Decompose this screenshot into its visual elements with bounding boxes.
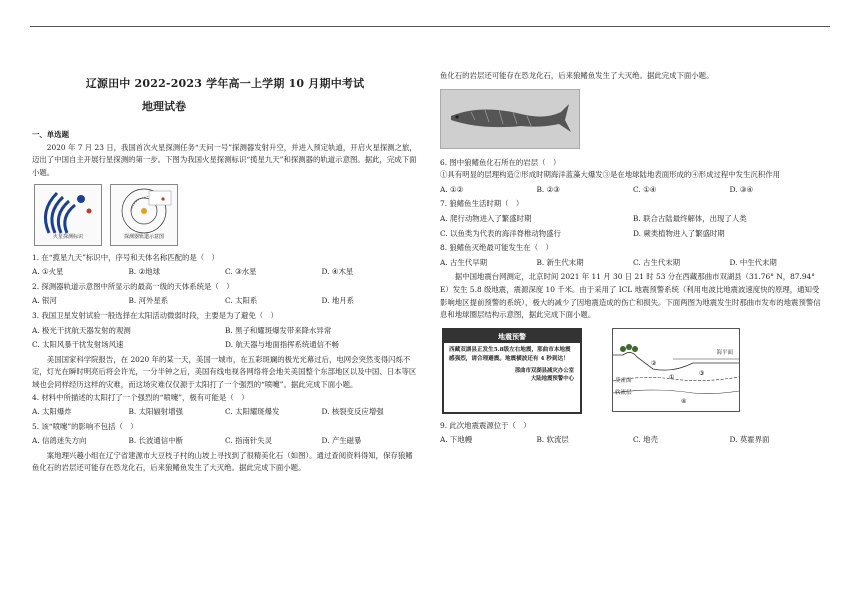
option: C. ①④ [633,184,657,194]
option: C. ③水星 [225,267,257,277]
option: B. ②地球 [128,267,161,277]
orbit-diagram-icon [111,185,177,237]
option: B. 新生代末期 [536,257,584,267]
option: A. 下地幔 [440,435,473,445]
option: C. 古生代末期 [633,257,681,267]
passage-3: 案地理兴趣小组在辽宁省建源市大豆枝子村的山坡上寻找到了很精美化石（如图）。通过查阅资料得知，保存狼鳍鱼化石的岩层还可能存在恐龙化石，后来狼鳍鱼发生了大灭绝。据此完成下面小题。 [32,450,413,473]
right-column [440,70,826,449]
q7-options-cd [440,228,826,241]
mars-logo-caption: 火星探测标识 [52,233,83,240]
option: D. 地月系 [321,296,355,306]
mars-logo-icon [35,185,101,237]
q3-options-cd [32,339,418,352]
q1-stem: 1. 在“揽星九天”标识中，序号和天体名称匹配的是（ ） [32,252,219,262]
alert-footer-office: 那曲市双湖县减灾办公室 [514,367,574,374]
passage-4: 据中国地震台网测定，北京时间 2021 年 11 月 30 日 21 时 53 分在西藏那曲市双湖县（31.76° N，87.94° E）发生 5.8 级地震，震源深度 10 千米。由于采用了 ICL 地震预警系统（利用电波比地震波速度快的原理，通知受影响地区提前预警的系统），极大的减少了因地震造成的伤亡和损失。下面两图为地震发生时那曲市发布的地震预警信息和地球圈层结构示意图，据此完成下面小题。 [440,272,821,320]
q5-options [32,435,418,448]
figure-1 [34,184,418,246]
passage-3-continued: 鱼化石的岩层还可能存在恐龙化石，后来狼鳍鱼发生了大灭绝。据此完成下面小题。 [440,71,714,80]
q3-stem: 3. 我国卫星发射试验一般选择在太阳活动微弱时段，主要是为了避免（ ） [32,310,278,320]
option: A. 爬行动物进入了繁盛时期 [440,213,532,223]
mars-logo-figure [34,184,102,246]
option: B. 软流层 [536,435,569,445]
svg-text:③: ③ [699,369,705,377]
orbit-figure [110,184,178,246]
option: C. 太阳风暴干扰发射场风速 [32,340,124,350]
svg-text:④: ④ [681,397,687,405]
option: A. 古生代早期 [440,257,487,267]
option: C. 以鱼类为代表的海洋脊椎动物盛行 [440,228,561,238]
option: B. 太阳辐射增强 [128,407,183,417]
q2-stem: 2. 探测器轨道示意图中所显示的最高一级的天体系统是（ ） [32,281,234,291]
q2-options [32,295,418,308]
q4-stem: 4. 材料中所描述的太阳打了一个强烈的“喷嚏”，极有可能是（ ） [32,392,249,402]
figure-earthquake [442,328,826,414]
q4-options [32,406,418,419]
alert-heading: 地震预警 [444,330,580,343]
q9-stem: 9. 此次地震震源位于（ ） [440,420,531,430]
option: B. ②③ [536,184,560,194]
earth-layers-figure [612,328,740,412]
q9-options [440,434,826,447]
option: B. 联合古陆最终解体，出现了人类 [633,213,747,223]
q1-options [32,266,418,279]
option: D. 产生磁暴 [321,436,362,446]
option: C. 指南针失灵 [225,436,273,446]
option: B. 黑子和耀斑爆发带来降水异常 [225,325,332,335]
option: A. ①② [440,184,464,194]
asthenosphere-label: 软流层 [615,389,632,396]
option: A. 银河 [32,296,57,306]
option: A. 信鸽迷失方向 [32,436,87,446]
q6-note: ①具有明显的层理构造②形成时期海洋蓝藻大爆发③是在地球陆地表面形成的④形成过程中发生沉积作用 [440,170,780,180]
alert-body: 西藏双湖县正发生5.8级左右地震，那曲市本地震感强烈，请合理避震。地震横波还有 4 秒到达！ [449,346,571,362]
left-column [32,70,418,474]
svg-text:①: ① [669,373,675,381]
q7-stem: 7. 狼鳍鱼生活时期（ ） [440,199,524,209]
option: D. ③④ [729,184,754,194]
fish-fossil-icon [441,90,579,148]
sea-level-label: 海平面 [716,349,733,356]
page-title: 辽源田中 2022-2023 学年高一上学期 10 月期中考试 [85,77,365,90]
option: D. 航天器与地面指挥系统通信不畅 [225,340,339,350]
option: A. ①火星 [32,267,64,277]
q8-stem: 8. 狼鳍鱼灭绝最可能发生在（ ） [440,243,553,253]
alert-footer-center: 大陆地震预警中心 [530,375,574,382]
q7-options-ab [440,213,826,226]
page-subtitle: 地理试卷 [142,99,186,113]
fossil-figure [440,89,580,149]
section-heading: 一、单选题 [32,130,69,140]
option: D. 莫霍界面 [729,435,770,445]
orbit-caption: 探测器轨道示意图 [123,233,164,240]
option: C. 地壳 [633,435,658,445]
option: C. 太阳系 [225,296,258,306]
q6-stem: 6. 图中狼鳍鱼化石所在的岩层（ ） [440,157,561,167]
q8-options [440,257,826,270]
passage-1: 2020 年 7 月 23 日，我国首次火星探测任务“天问一号”探测器发射升空，并进入预定轨道，开启火星探测之旅，迈出了中国自主开展行星探测的第一步。下图为我国火星探测标识“揽星九天”和探测器的轨道示意图。据此，完成下面小题。 [32,142,417,177]
earth-layers-diagram [613,329,739,411]
header-rule [30,26,830,27]
q5-stem: 5. 该“喷嚏”的影响不包括（ ） [32,421,138,431]
passage-2: 美国国家科学院报告，在 2020 年的某一天，美国一城市，在五彩斑斓的极光光幕过后，电网会突然变得闪烁不定，灯光在瞬时明亮后将会许光，一分半钟之后，美国有线电视各网络将会地关美国整个东部地区以及中国、日本等区域也会同样经历这样的灾难，而这场灾难仅仅源于太阳打了一个强烈的“喷嚏”。据此完成下面小题。 [32,354,417,389]
moho-label: 莫霍面 [615,377,632,384]
option: B. 河外星系 [128,296,169,306]
earthquake-alert [442,328,582,414]
q3-options-ab [32,325,418,338]
option: D. 核裂变反应增强 [321,407,384,417]
option: C. 太阳耀斑爆发 [225,407,280,417]
option: D. 中生代末期 [729,257,777,267]
option: D. ④木星 [321,267,354,277]
option: A. 极光干扰航天器发射的观测 [32,325,131,335]
option: D. 蕨类植物进入了繁盛时期 [633,228,725,238]
option: A. 太阳爆炸 [32,407,72,417]
option: B. 长波通信中断 [128,436,183,446]
svg-text:②: ② [651,359,657,367]
q6-options [440,184,826,197]
